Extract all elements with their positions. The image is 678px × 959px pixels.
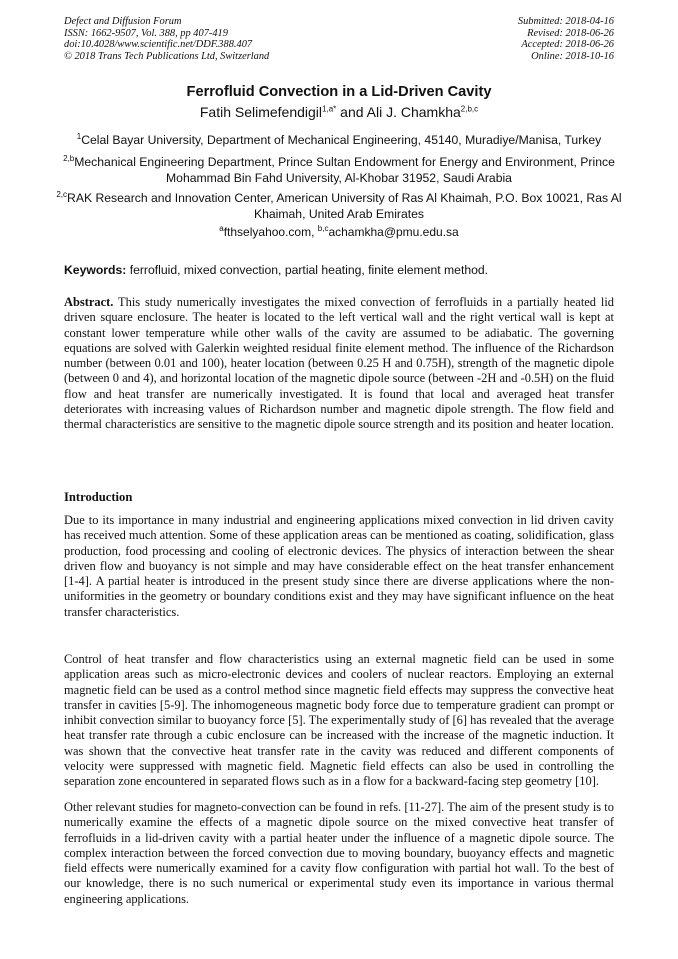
email-a-sup: a	[219, 224, 224, 233]
introduction-heading: Introduction	[64, 490, 133, 504]
affiliation-1-text: Celal Bayar University, Department of Mechanical Engineering, 45140, Muradiye/Manisa, Turkey	[81, 133, 602, 148]
intro-paragraph-2: Control of heat transfer and flow characteristics using an external magnetic field can be used in some application areas such as micro-electronic devices and coolers of nuclear reactors. Employing an external magnetic field can be used as a control method since magnetic field effects may suppress the convective heat transfer in cavities [5-9]. The inhomogeneous magnetic body force due to temperature gradient can prompt or inhibit convection similar to buoyancy force [5]. The experimentally study of [6] has revealed that the average heat transfer rate through a cubic enclosure can be increased with the increase of the magnetic induction. It was shown that the convective heat transfer rate in the cavity was reduced and different components of velocity were suppressed with magnetic field. Magnetic field effects can also be used in controlling the separation zone encountered in separated flows such as in a flow for a backward-facing step geometry [10].	[64, 652, 614, 789]
email-bc[interactable]: achamkha@pmu.edu.sa	[328, 225, 459, 239]
author-2: Ali J. Chamkha	[366, 104, 461, 120]
keywords-label: Keywords:	[64, 263, 127, 277]
keywords-text: ferrofluid, mixed convection, partial heating, finite element method.	[126, 263, 489, 277]
email-separator: ,	[311, 225, 318, 239]
author-1-sup: 1,a*	[322, 104, 337, 114]
abstract-label: Abstract.	[64, 295, 114, 309]
affiliation-3	[54, 187, 624, 222]
author-2-sup: 2,b,c	[460, 104, 479, 114]
author-connector: and	[336, 104, 367, 120]
journal-name: Defect and Diffusion Forum	[64, 16, 182, 27]
abstract-text: This study numerically investigates the mixed convection of ferrofluids in a partially heated lid driven square enclosure. The heater is located to the left vertical wall and the right vertical wall is kept at constant lower temperature while other walls of the cavity are assumed to be adiabatic. The governing equations are solved with Galerkin weighted residual finite element method. The influence of the Richardson number (between 0.01 and 100), heater location (between 0.25 H and 0.75H), strength of the magnetic dipole (between 0 and 4), and horizontal location of the magnetic dipole source (between -2H and -0.5H) on the fluid flow and heat transfer are numerically investigated. It is found that local and averaged heat transfer deteriorates with increasing values of Richardson number and magnetic dipole strength. The flow field and thermal characteristics are sensitive to the magnetic dipole source strength and its position and heater location.	[64, 295, 614, 432]
journal-header-left	[64, 16, 269, 62]
affiliation-3-sup: 2,c	[56, 190, 68, 199]
author-1: Fatih Selimefendigil	[199, 104, 323, 120]
paper-title: Ferrofluid Convection in a Lid-Driven Cavity	[186, 84, 492, 100]
abstract	[64, 295, 614, 433]
online-date: Online: 2018-10-16	[531, 50, 614, 62]
submitted-date: Submitted: 2018-04-16	[517, 16, 614, 27]
intro-paragraph-3: Other relevant studies for magneto-convection can be found in refs. [11-27]. The aim of the present study is to numerically examine the effects of a magnetic dipole source on the mixed convective heat transfer of ferrofluids in a lid-driven cavity with a partial heater under the influence of a magnetic dipole source. The complex interaction between the forced convection due to moving boundary, buoyancy effects and magnetic field effects were numerically examined for a cavity flow configuration with partial hot wall. To the best of our knowledge, there is no such numerical or experimental study even its importance in various thermal engineering applications.	[64, 800, 614, 906]
affiliation-2-text: Mechanical Engineering Department, Prince Sultan Endowment for Energy and Environment, Prince Mohammad Bin Fahd University, Al-Khobar 31952, Saudi Arabia	[74, 155, 615, 186]
affiliation-1-sup: 1	[76, 132, 82, 141]
keywords	[64, 263, 614, 277]
copyright-line: © 2018 Trans Tech Publications Ltd, Switzerland	[64, 50, 270, 62]
email-bc-sup: b,c	[317, 224, 329, 233]
accepted-date: Accepted: 2018-06-26	[521, 39, 614, 51]
affiliation-2-sup: 2,b	[63, 154, 75, 163]
affiliation-3-text: RAK Research and Innovation Center, American University of Ras Al Khaimah, P.O. Box 10021, Ras Al Khaimah, United Arab Emirates	[67, 191, 622, 222]
email-a[interactable]: fthselyahoo.com	[223, 225, 312, 239]
intro-paragraph-1: Due to its importance in many industrial and engineering applications mixed convection in lid driven cavity has received much attention. Some of these application areas can be mentioned as coating, solidification, glass production, food processing and cooling of electronic devices. The physics of interaction between the shear driven flow and buoyancy is not simple and may have considerable effect on the heat transfer enhancement [1-4]. A partial heater is introduced in the present study since there are diverse applications where the non-uniformities in the geometry or boundary conditions exist and they may have significant influence on the heat transfer characteristics.	[64, 513, 614, 619]
doi-line: doi:10.4028/www.scientific.net/DDF.388.407	[64, 39, 253, 51]
affiliation-2	[54, 151, 624, 186]
journal-header-right	[518, 16, 614, 62]
issn-line: ISSN: 1662-9507, Vol. 388, pp 407-419	[64, 27, 228, 39]
affiliation-1	[54, 129, 624, 148]
revised-date: Revised: 2018-06-26	[527, 27, 614, 39]
email-line	[0, 224, 678, 239]
author-line	[0, 104, 678, 120]
